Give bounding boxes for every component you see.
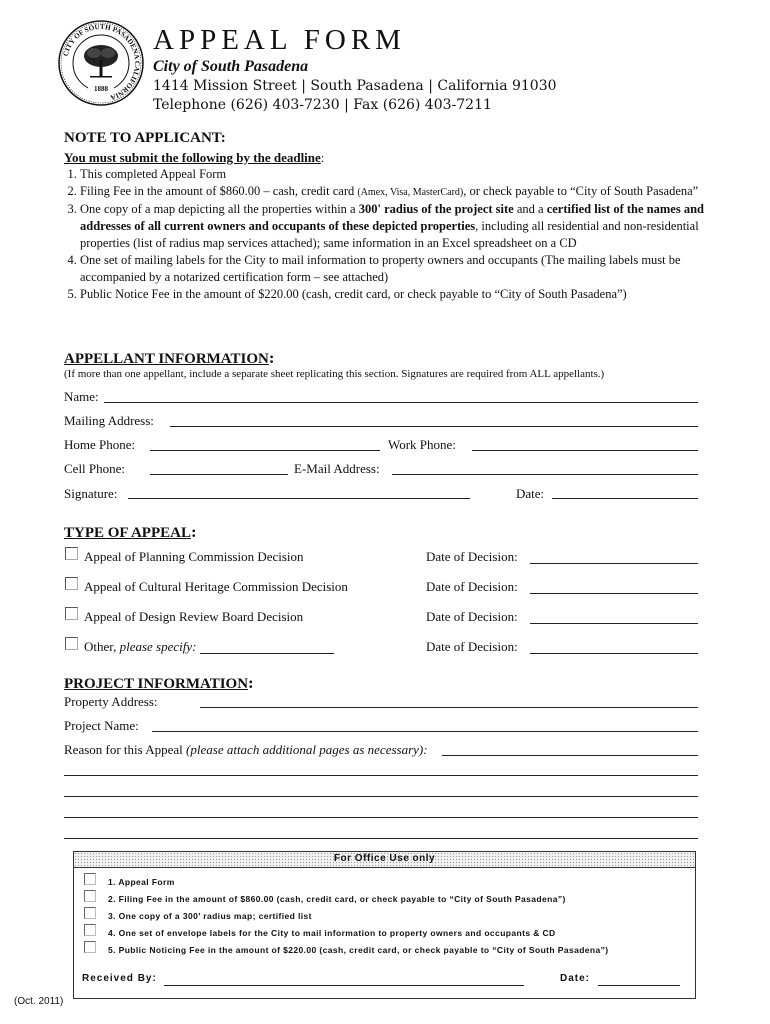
decision-date-field[interactable] — [530, 593, 698, 594]
requirement-item: 1. This completed Appeal Form — [80, 166, 744, 183]
decision-date-label: Date of Decision: — [426, 579, 518, 594]
reason-field-line[interactable] — [64, 817, 698, 818]
office-item: 1. Appeal Form — [108, 877, 175, 887]
office-checkbox[interactable] — [84, 890, 96, 902]
office-use-box — [73, 851, 696, 999]
decision-date-field[interactable] — [530, 653, 698, 654]
office-date-field[interactable] — [598, 985, 680, 986]
mailing-address-label: Mailing Address: — [64, 413, 154, 428]
cell-phone-label: Cell Phone: — [64, 461, 126, 476]
office-date-label: Date: — [560, 973, 591, 984]
office-checkbox[interactable] — [84, 941, 96, 953]
property-address-label: Property Address: — [64, 694, 158, 709]
decision-date-label: Date of Decision: — [426, 639, 518, 654]
appeal-type-heading: TYPE OF APPEAL: — [64, 523, 197, 541]
other-specify-field[interactable] — [200, 653, 334, 654]
decision-date-field[interactable] — [530, 563, 698, 564]
received-by-label: Received By: — [82, 973, 157, 984]
email-field[interactable] — [392, 474, 698, 475]
note-heading: NOTE TO APPLICANT: — [64, 130, 226, 146]
other-appeal-label: Other, please specify: — [84, 639, 197, 654]
office-checkbox[interactable] — [84, 907, 96, 919]
revision-date: (Oct. 2011) — [14, 996, 64, 1007]
project-heading: PROJECT INFORMATION: — [64, 674, 254, 692]
project-name-label: Project Name: — [64, 718, 139, 733]
office-use-title: For Office Use only — [333, 853, 436, 864]
reason-field-line[interactable] — [64, 796, 698, 797]
design-review-checkbox[interactable] — [65, 607, 78, 620]
name-label: Name: — [64, 389, 99, 404]
requirement-item: 2. Filing Fee in the amount of $860.00 – cash, credit card (Amex, Visa, MasterCard), or check payable to “City of South Pasadena” — [80, 183, 744, 201]
office-item: 4. One set of envelope labels for the City to mail information to property owners and occupants & CD — [108, 928, 556, 938]
mailing-address-field[interactable] — [170, 426, 698, 427]
appellant-note: (If more than one appellant, include a separate sheet replicating this section. Signatures are required from ALL appellants.) — [64, 368, 605, 380]
reason-field-line[interactable] — [64, 838, 698, 839]
planning-commission-checkbox[interactable] — [65, 547, 78, 560]
reason-field-line[interactable] — [64, 775, 698, 776]
deadline-instruction: You must submit the following by the deadline: — [64, 150, 325, 165]
cultural-heritage-checkbox[interactable] — [65, 577, 78, 590]
email-label: E-Mail Address: — [294, 461, 380, 476]
city-seal-logo — [58, 20, 144, 106]
name-field[interactable] — [104, 402, 698, 403]
work-phone-field[interactable] — [472, 450, 698, 451]
home-phone-label: Home Phone: — [64, 437, 136, 452]
appellant-heading: APPELLANT INFORMATION: — [64, 349, 275, 367]
requirements-list — [64, 166, 744, 303]
signature-label: Signature: — [64, 486, 118, 501]
requirement-item: 5. Public Notice Fee in the amount of $220.00 (cash, credit card, or check payable to “City of South Pasadena”) — [80, 286, 744, 303]
received-by-field[interactable] — [164, 985, 524, 986]
appellant-date-field[interactable] — [552, 498, 698, 499]
other-appeal-checkbox[interactable] — [65, 637, 78, 650]
cell-phone-field[interactable] — [150, 474, 288, 475]
seal-year: 1888 — [94, 85, 108, 93]
decision-date-label: Date of Decision: — [426, 609, 518, 624]
decision-date-label: Date of Decision: — [426, 549, 518, 564]
city-telephone: Telephone (626) 403-7230 | Fax (626) 403-7211 — [153, 97, 492, 113]
form-title: APPEAL FORM — [153, 24, 406, 56]
office-checkbox[interactable] — [84, 873, 96, 885]
requirement-item: 4. One set of mailing labels for the City to mail information to property owners and occupants (The mailing labels must be accompanied by a notarized certification form – see attached) — [80, 252, 744, 286]
cultural-heritage-label: Appeal of Cultural Heritage Commission Decision — [84, 579, 348, 594]
city-name: City of South Pasadena — [153, 58, 309, 75]
city-address: 1414 Mission Street | South Pasadena | California 91030 — [153, 78, 557, 94]
reason-label: Reason for this Appeal (please attach additional pages as necessary): — [64, 742, 428, 757]
requirement-item: 3. One copy of a map depicting all the properties within a 300' radius of the project site and a certified list of the names and addresses of all current owners and occupants of these depicted properties, including all residential and non-residential properties (list of radius map services attached); same information in an Excel spreadsheet on a CD — [80, 201, 744, 252]
home-phone-field[interactable] — [150, 450, 380, 451]
seal-ring-text: CITY OF SOUTH PASADENA CALIFORNIA — [61, 22, 142, 102]
design-review-label: Appeal of Design Review Board Decision — [84, 609, 304, 624]
office-item: 5. Public Noticing Fee in the amount of $220.00 (cash, credit card, or check payable to “City of South Pasadena”) — [108, 945, 609, 955]
office-item: 2. Filing Fee in the amount of $860.00 (cash, credit card, or check payable to “City of South Pasadena”) — [108, 894, 566, 904]
appellant-date-label: Date: — [516, 486, 545, 501]
property-address-field[interactable] — [200, 707, 698, 708]
office-checkbox[interactable] — [84, 924, 96, 936]
reason-field[interactable] — [442, 755, 698, 756]
work-phone-label: Work Phone: — [388, 437, 456, 452]
office-item: 3. One copy of a 300’ radius map; certified list — [108, 911, 312, 921]
planning-commission-label: Appeal of Planning Commission Decision — [84, 549, 304, 564]
decision-date-field[interactable] — [530, 623, 698, 624]
signature-field[interactable] — [128, 498, 470, 499]
project-name-field[interactable] — [152, 731, 698, 732]
